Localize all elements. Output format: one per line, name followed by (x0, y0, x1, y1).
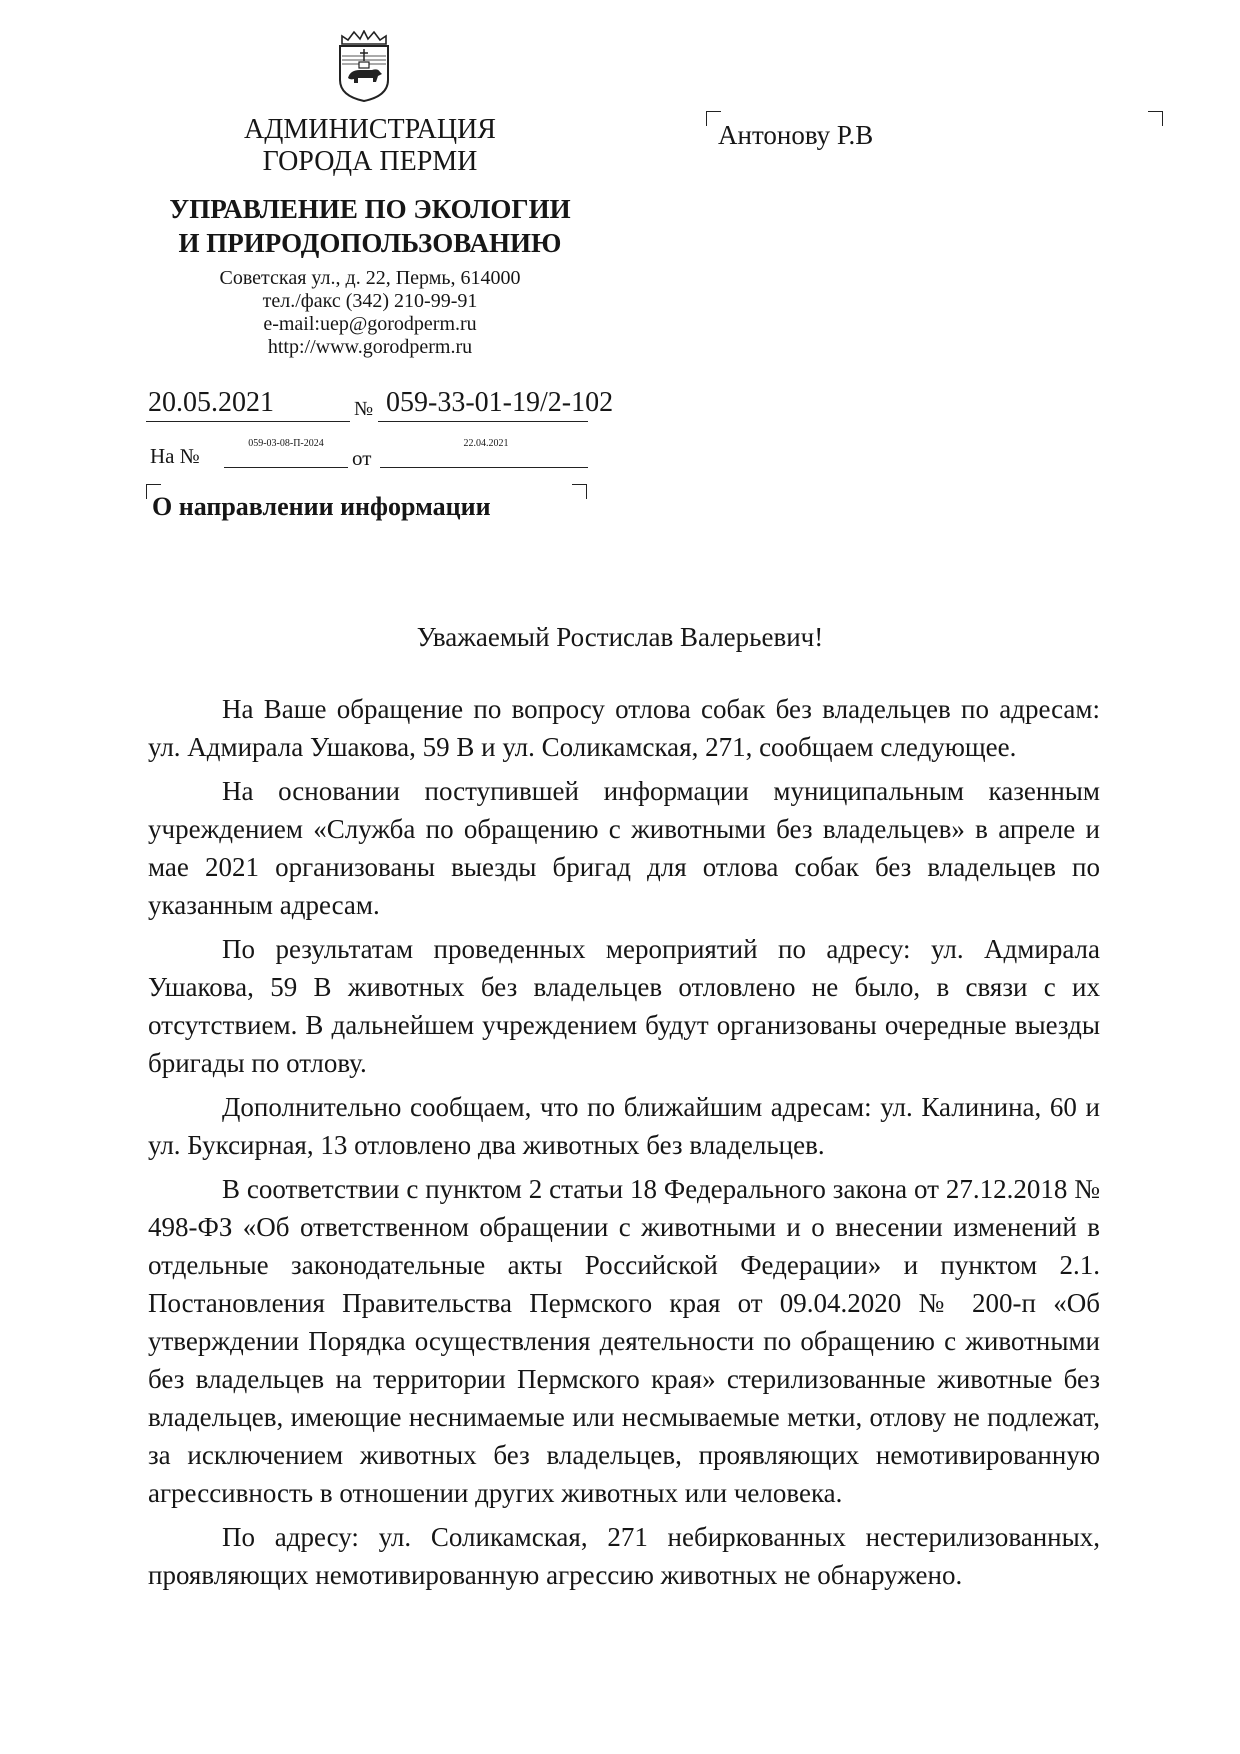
outgoing-date-underline (146, 421, 350, 422)
department-name (135, 192, 605, 260)
reply-to-number-underline (224, 467, 348, 468)
organization-name-line2: ГОРОДА ПЕРМИ (262, 146, 478, 177)
outgoing-number-underline (378, 421, 588, 422)
organization-name (215, 114, 525, 178)
organization-name-line1: АДМИНИСТРАЦИЯ (244, 114, 496, 145)
email: e-mail:uep@gorodperm.ru (263, 313, 477, 335)
addressee-corner-right (1148, 111, 1163, 126)
body-paragraph: В соответствии с пунктом 2 статьи 18 Федерального закона от 27.12.2018 № 498-ФЗ «Об ответственном обращении с животными и о внесении изменений в отдельные законодательные акты Российской Федерации» и пунктом 2.1. Постановления Правительства Пермского края от 09.04.2020 № 200-п «Об утверждении Порядка осуществления деятельности по обращению с животными без владельцев на территории Пермского края» стерилизованные животные без владельцев, имеющие неснимаемые или несмываемые метки, отлову не подлежат, за исключением животных без владельцев, проявляющих немотивированную агрессивность в отношении других животных или человека. (148, 1174, 1100, 1508)
number-sign: № (354, 398, 374, 420)
reply-from-label: от (352, 446, 372, 470)
reply-from-date-underline (380, 467, 588, 468)
department-name-line1: УПРАВЛЕНИЕ ПО ЭКОЛОГИИ (169, 194, 571, 224)
reply-from-date: 22.04.2021 (463, 438, 509, 449)
phone-fax: тел./факс (342) 210-99-91 (262, 290, 478, 312)
addressee: Антонову Р.В (718, 120, 874, 150)
body-paragraph: По адресу: ул. Соликамская, 271 небиркованных нестерилизованных, проявляющих немотивированную агрессию животных не обнаружено. (148, 1522, 1100, 1590)
body-paragraph: На основании поступившей информации муниципальным казенным учреждением «Служба по обращению с животными без владельцев» в апреле и мае 2021 организованы выезды бригад для отлова собак без владельцев по указанным адресам. (148, 776, 1100, 920)
body-paragraph: Дополнительно сообщаем, что по ближайшим адресам: ул. Калинина, 60 и ул. Буксирная, 13 отловлено два животных без владельцев. (148, 1092, 1100, 1160)
reply-to-label: На № (150, 444, 200, 468)
reply-to-number: 059-03-08-П-2024 (248, 438, 324, 449)
outgoing-number: 059-33-01-19/2-102 (386, 387, 614, 418)
body-paragraph: На Ваше обращение по вопросу отлова собак без владельцев по адресам: ул. Адмирала Ушакова, 59 В и ул. Соликамская, 271, сообщаем следующее. (148, 694, 1100, 762)
letter-body (148, 690, 1100, 1600)
outgoing-date: 20.05.2021 (148, 387, 274, 418)
subject-corner-right (572, 484, 587, 499)
postal-address: Советская ул., д. 22, Пермь, 614000 (219, 267, 521, 289)
coat-of-arms-emblem (336, 30, 392, 102)
contact-info (175, 267, 565, 359)
website: http://www.gorodperm.ru (267, 336, 473, 358)
greeting: Уважаемый Ростислав Валерьевич! (416, 622, 824, 652)
body-paragraph: По результатам проведенных мероприятий по адресу: ул. Адмирала Ушакова, 59 В животных без владельцев отловлено не было, в связи с их отсутствием. В дальнейшем учреждением будут организованы очередные выезды бригады по отлову. (148, 934, 1100, 1078)
letter-subject: О направлении информации (152, 492, 491, 521)
department-name-line2: И ПРИРОДОПОЛЬЗОВАНИЮ (178, 228, 562, 258)
